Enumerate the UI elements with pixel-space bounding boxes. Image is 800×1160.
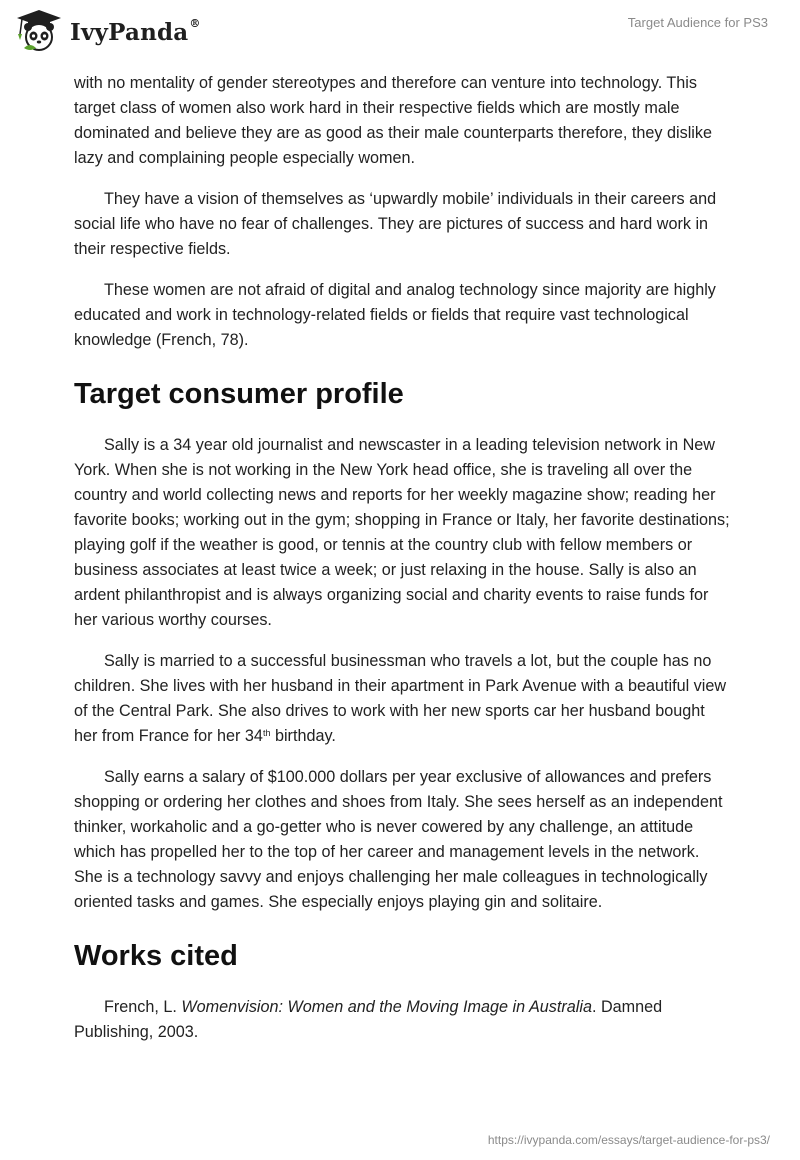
source-url[interactable]: https://ivypanda.com/essays/target-audience-for-ps3/ (487, 1133, 770, 1147)
paragraph: They have a vision of themselves as ‘upwardly mobile’ individuals in their careers and social life who have no fear of challenges. They are pictures of success and hard work in their respective fields. (74, 190, 717, 258)
paragraph: Sally is a 34 year old journalist and newscaster in a leading television network in New York. When she is not working in the New York head office, she is traveling all over the country and world collecting news and reports for her weekly magazine show; reading her favorite books; working out in the gym; shopping in France or Italy, her favorite destinations; playing golf if the weather is good, or tennis at the country club with fellow members or business associates at least twice a week; or just relaxing in the house. Sally is also an ardent philanthropist and is always organizing social and charity events to raise funds for her various worthy courses. (74, 436, 730, 629)
section-heading-profile: Target consumer profile (74, 378, 404, 410)
panda-graduate-icon (14, 8, 64, 52)
paragraph: These women are not afraid of digital and analog technology since majority are highly educated and work in technology-related fields or fields that require vast technological knowledge (French, 78). (74, 281, 716, 349)
citation (74, 995, 730, 1045)
page-header (0, 0, 800, 70)
citation-title: Womenvision: Women and the Moving Image in Australia (181, 998, 592, 1016)
ivypanda-logo[interactable] (14, 8, 201, 52)
citation-publisher: . Damned Publishing, 2003. (74, 998, 663, 1041)
logo-wordmark: IvyPanda® (70, 16, 201, 46)
paragraph (74, 649, 730, 749)
registered-mark: ® (189, 16, 201, 30)
document-title: Target Audience for PS3 (627, 15, 768, 30)
citation-author: French, L. (104, 998, 182, 1016)
section-heading-works-cited: Works cited (74, 940, 238, 972)
paragraph: with no mentality of gender stereotypes and therefore can venture into technology. This target class of women also work hard in their respective fields which are mostly male dominated and believe they are as good as their male counterparts therefore, they dislike lazy and complaining people especially women. (74, 74, 712, 167)
ordinal-suffix: th (262, 728, 271, 738)
paragraph: Sally earns a salary of $100.000 dollars per year exclusive of allowances and prefers shopping or ordering her clothes and shoes from Italy. She sees herself as an independent thinker, workaholic and a go-getter who is never cowered by any challenge, an attitude which has propelled her to the top of her career and management levels in the network. She is a technology savvy and enjoys challenging her male colleagues in technologically oriented tasks and games. She especially enjoys playing gin and solitaire. (74, 768, 723, 911)
essay-body (74, 71, 730, 1061)
paragraph-text: birthday. (270, 727, 336, 745)
paragraph-text: Sally is married to a successful businessman who travels a lot, but the couple has no children. She lives with her husband in their apartment in Park Avenue with a beautiful view of the Central Park. She also drives to work with her new sports car her husband bought her from France for her 34 (74, 652, 727, 745)
